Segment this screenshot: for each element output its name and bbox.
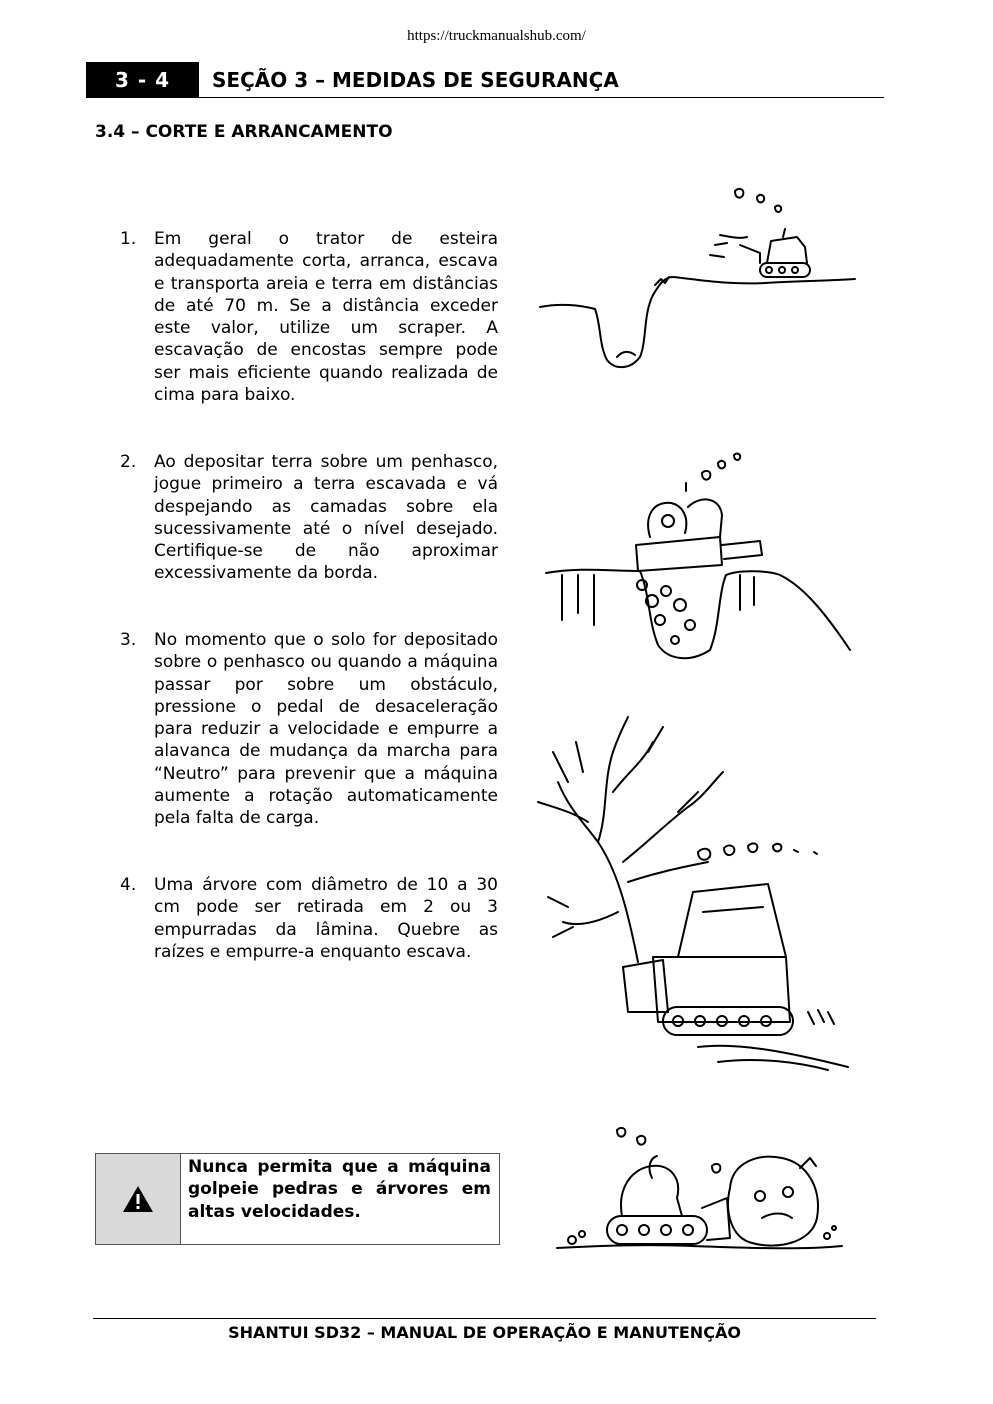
list-item-number: 2. [120,452,137,472]
list-item-number: 3. [120,630,137,650]
list-item-1 [120,228,498,406]
footer-text: SHANTUI SD32 – MANUAL DE OPERAÇÃO E MANUTENÇÃO [228,1323,741,1342]
footer-divider [93,1318,876,1319]
list-item-number: 1. [120,229,137,249]
list-item-number: 4. [120,875,137,895]
bulldozer-rock-illustration [552,1118,847,1268]
header-divider [199,97,884,98]
page-number-badge: 3 - 4 [86,62,199,98]
list-item-4 [120,874,498,963]
list-item-text: Ao depositar terra sobre um penhasco, jogue primeiro a terra escavada e vá despejando as camadas sobre ela sucessivamente até o nível desejado. Certifique-se de não aproximar excessivamente da borda. [154,452,498,584]
list-item-2 [120,451,498,585]
list-item-3 [120,629,498,830]
bulldozer-slope-illustration [535,185,860,380]
bulldozer-tree-illustration [528,712,863,1072]
source-url: https://truckmanualshub.com/ [407,28,586,44]
bulldozer-cliff-illustration [540,445,860,670]
list-item-text: Em geral o trator de esteira adequadamente corta, arranca, escava e transporta areia e terra em distâncias de até 70 m. Se a distância exceder este valor, utilize um scraper. A escavação de encostas sempre pode ser mais eficiente quando realizada de cima para baixo. [154,229,498,406]
list-item-text: Uma árvore com diâmetro de 10 a 30 cm pode ser retirada em 2 ou 3 empurradas da lâmina. Quebre as raízes e empurre-a enquanto escava. [154,875,498,962]
section-header-title: SEÇÃO 3 – MEDIDAS DE SEGURANÇA [212,68,619,92]
section-heading: 3.4 – CORTE E ARRANCAMENTO [95,122,393,142]
warning-text: Nunca permita que a máquina golpeie pedras e árvores em altas velocidades. [188,1157,491,1222]
list-item-text: No momento que o solo for depositado sobre o penhasco ou quando a máquina passar por sobre um obstáculo, pressione o pedal de desaceleração para reduzir a velocidade e empurre a alavanca de mudança da marcha para “Neutro” para prevenir que a máquina aumente a rotação automaticamente pela falta de carga. [154,630,498,829]
warning-triangle-icon [121,1184,155,1214]
warning-icon-cell [96,1154,181,1244]
warning-box [95,1153,500,1245]
